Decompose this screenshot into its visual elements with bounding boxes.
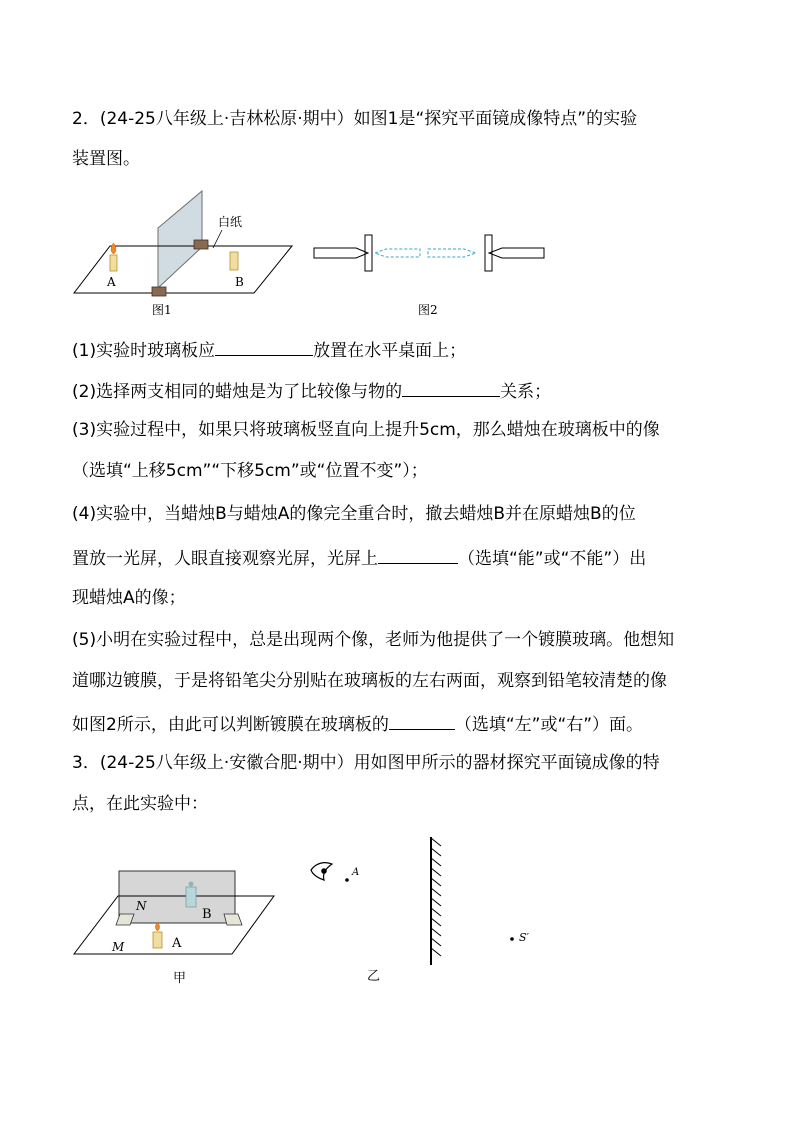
q2-item3-line2: （选填“上移5cm”“下移5cm”或“位置不变”）；: [72, 461, 428, 481]
caption-jia: 甲: [173, 971, 187, 986]
label-paper: 白纸: [218, 215, 243, 229]
q2-item3-line1: (3)实验过程中，如果只将玻璃板竖直向上提升5cm，那么蜡烛在玻璃板中的像: [72, 420, 660, 440]
item4-before: 置放一光屏，人眼直接观察光屏，光屏上: [72, 549, 378, 569]
q2-stem-line1: 2．(24-25八年级上·吉林松原·期中）如图1是“探究平面镜成像特点”的实验: [72, 109, 638, 129]
candle-b: [186, 887, 196, 907]
q2-item4-line3: 现蜡烛A的像；: [72, 588, 186, 608]
item4-blank[interactable]: [378, 546, 458, 564]
q2-item5-line1: (5)小明在实验过程中，总是出现两个像，老师为他提供了一个镀膜玻璃。他想知: [72, 630, 675, 650]
label-a: A: [172, 936, 182, 951]
label-a: A: [352, 867, 360, 878]
label-n: N: [136, 899, 147, 913]
caption-fig2: 图2: [418, 303, 438, 317]
label-a: A: [107, 275, 116, 289]
label-s-prime: S′: [519, 931, 530, 944]
figure-2: [312, 232, 548, 320]
item1-after: 放置在水平桌面上；: [313, 341, 467, 361]
image-pencil-right: [428, 249, 476, 257]
image-pencil-left: [375, 249, 420, 257]
q2-item4-line2: [72, 546, 646, 569]
point-a: [345, 878, 349, 882]
flame-icon: [111, 243, 116, 254]
glass-plate: [158, 191, 202, 288]
item5-blank[interactable]: [389, 712, 455, 730]
clamp-bottom: [152, 287, 166, 296]
figure-1: [72, 188, 297, 318]
label-b: B: [202, 907, 212, 922]
item2-after: 关系；: [500, 382, 552, 402]
candle-a: [153, 932, 162, 948]
pencil-left: [314, 248, 368, 258]
q2-item2: [72, 379, 551, 402]
figure-yi: [300, 830, 550, 985]
q3-stem-line1: 3．(24-25八年级上·安徽合肥·期中）用如图甲所示的器材探究平面镜成像的特: [72, 753, 660, 773]
caption-yi: 乙: [367, 969, 381, 984]
glass-plate-upright: [119, 871, 235, 923]
item1-before: (1)实验时玻璃板应: [72, 341, 216, 361]
q2-item5-line2: 道哪边镀膜，于是将铅笔尖分别贴在玻璃板的左右两面，观察到铅笔较清楚的像: [72, 671, 667, 691]
candle-b: [230, 252, 238, 270]
item2-before: (2)选择两支相同的蜡烛是为了比较像与物的: [72, 382, 403, 402]
q2-item5-line3: [72, 712, 643, 735]
q2-item1: [72, 338, 466, 361]
figure-jia: [72, 866, 282, 986]
item5-before: 如图2所示，由此可以判断镀膜在玻璃板的: [72, 715, 389, 735]
candle-a: [110, 255, 117, 271]
stand-right: [224, 914, 242, 925]
pencil-right: [489, 248, 544, 258]
label-b: B: [235, 275, 244, 289]
label-m: M: [112, 940, 125, 954]
item2-blank[interactable]: [402, 379, 500, 397]
item5-after: （选填“左”或“右”）面。: [454, 715, 644, 735]
eye-icon: [311, 863, 332, 880]
caption-fig1: 图1: [152, 303, 172, 317]
q3-stem-line2: 点，在此实验中：: [72, 794, 208, 814]
clamp-top: [194, 240, 208, 249]
item1-blank[interactable]: [215, 338, 313, 356]
item4-after: （选填“能”或“不能”）出: [458, 549, 647, 569]
q2-stem-line2: 装置图。: [72, 149, 140, 169]
q2-item4-line1: (4)实验中，当蜡烛B与蜡烛A的像完全重合时，撤去蜡烛B并在原蜡烛B的位: [72, 504, 636, 524]
mirror-hatching: [431, 838, 441, 956]
point-s-prime: [510, 937, 514, 941]
